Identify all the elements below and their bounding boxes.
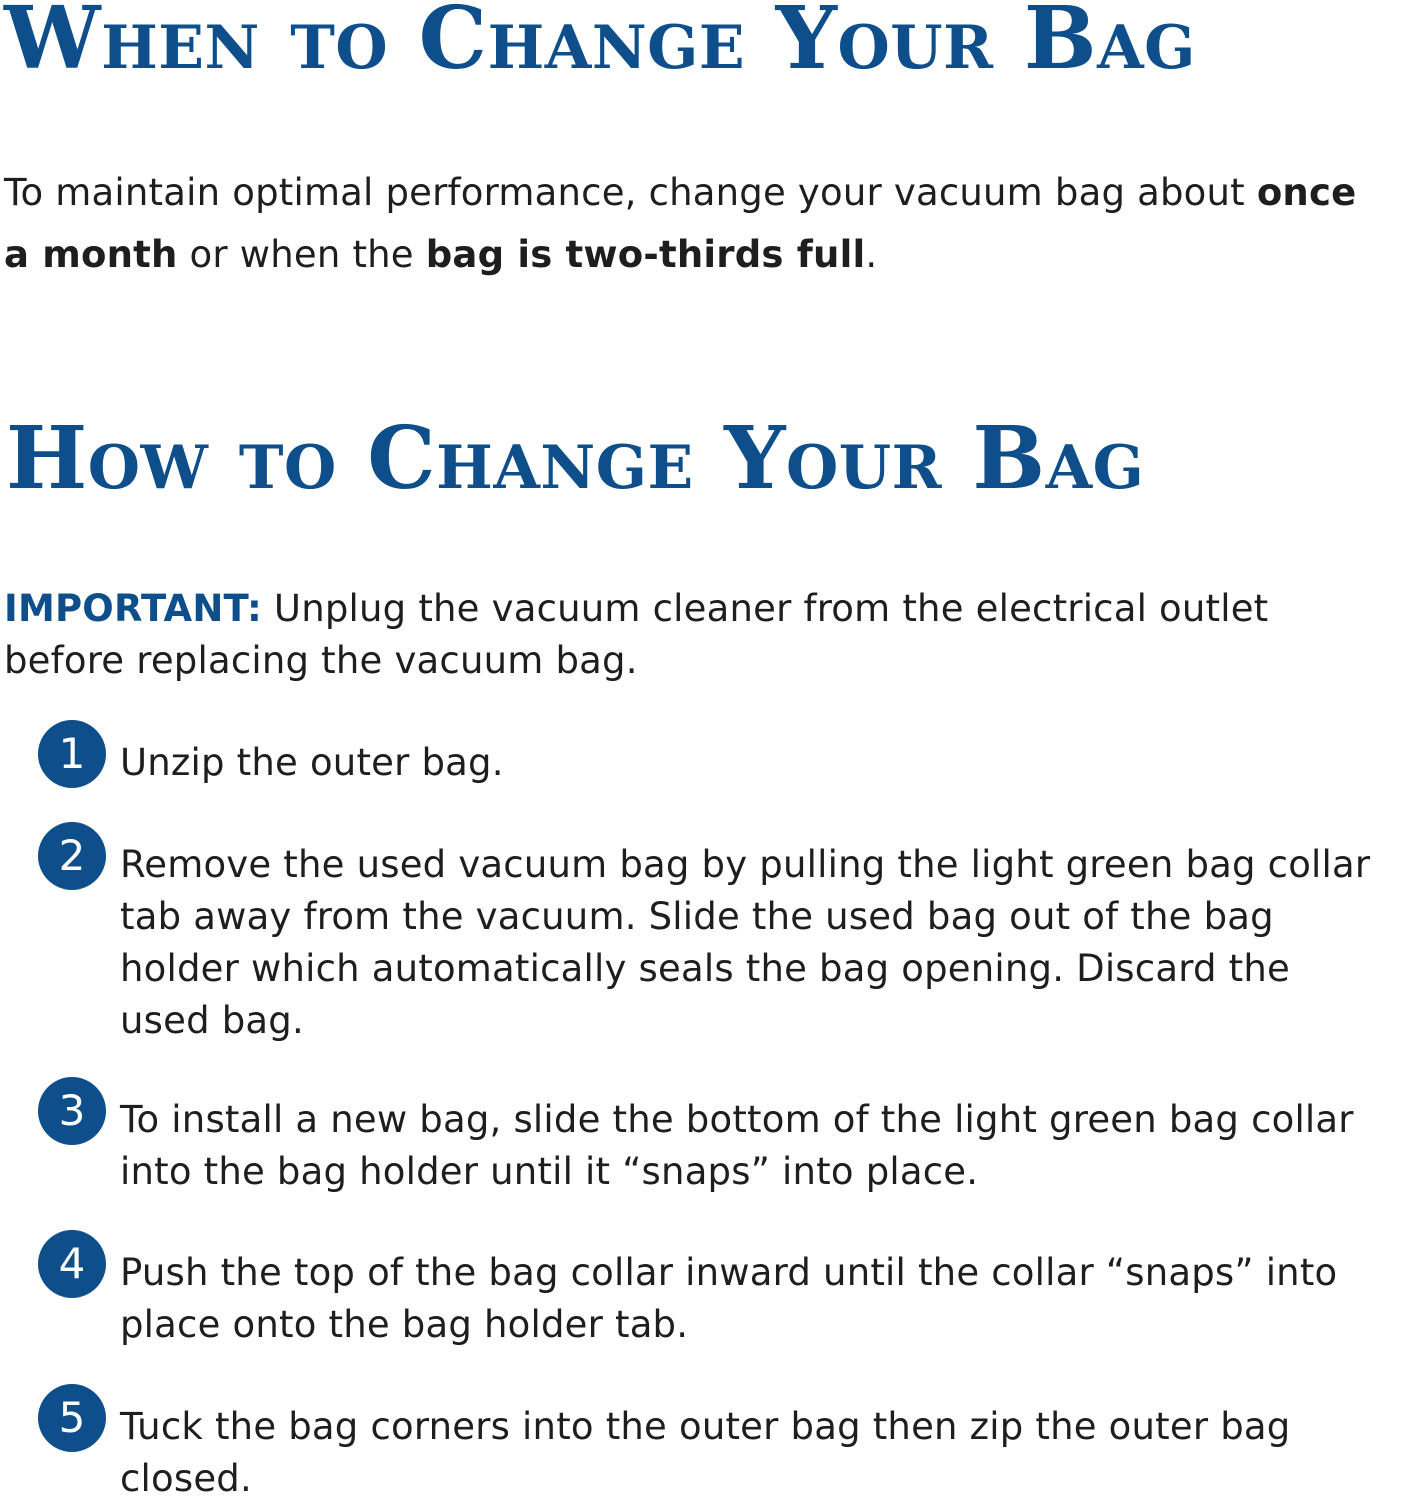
intro-text-end: .: [865, 233, 878, 276]
important-notice: [4, 583, 1394, 687]
step-number-badge: 4: [38, 1230, 106, 1298]
important-text: Unplug the vacuum cleaner from the electrical outlet before replacing the vacuum bag.: [4, 587, 1269, 682]
step-text: Unzip the outer bag.: [120, 741, 504, 784]
step-text: Remove the used vacuum bag by pulling the light green bag collar tab away from the vacuum. Slide the used bag out of the bag holder which automatically seals the bag opening. Discard the used bag.: [120, 843, 1371, 1042]
step-number-badge: 2: [38, 822, 106, 890]
when-to-change-heading: When to Change Your Bag: [4, 0, 1196, 89]
step-text: To install a new bag, slide the bottom of the light green bag collar into the bag holder until it “snaps” into place.: [120, 1098, 1354, 1193]
important-label: IMPORTANT:: [4, 587, 262, 630]
intro-emphasis-once-a-month: once a month: [4, 171, 1357, 276]
maintenance-intro: [4, 162, 1394, 286]
intro-text-middle: or when the: [177, 233, 426, 276]
step-number-badge: 1: [38, 720, 106, 788]
step-text: Tuck the bag corners into the outer bag then zip the outer bag closed.: [120, 1405, 1291, 1500]
intro-emphasis-two-thirds-full: bag is two-thirds full: [425, 233, 866, 276]
step-text: Push the top of the bag collar inward until the collar “snaps” into place onto the bag holder tab.: [120, 1251, 1338, 1346]
intro-text-start: To maintain optimal performance, change your vacuum bag about: [4, 171, 1257, 214]
step-number-badge: 3: [38, 1077, 106, 1145]
step-number-badge: 5: [38, 1384, 106, 1452]
how-to-change-heading: How to Change Your Bag: [6, 408, 1145, 509]
